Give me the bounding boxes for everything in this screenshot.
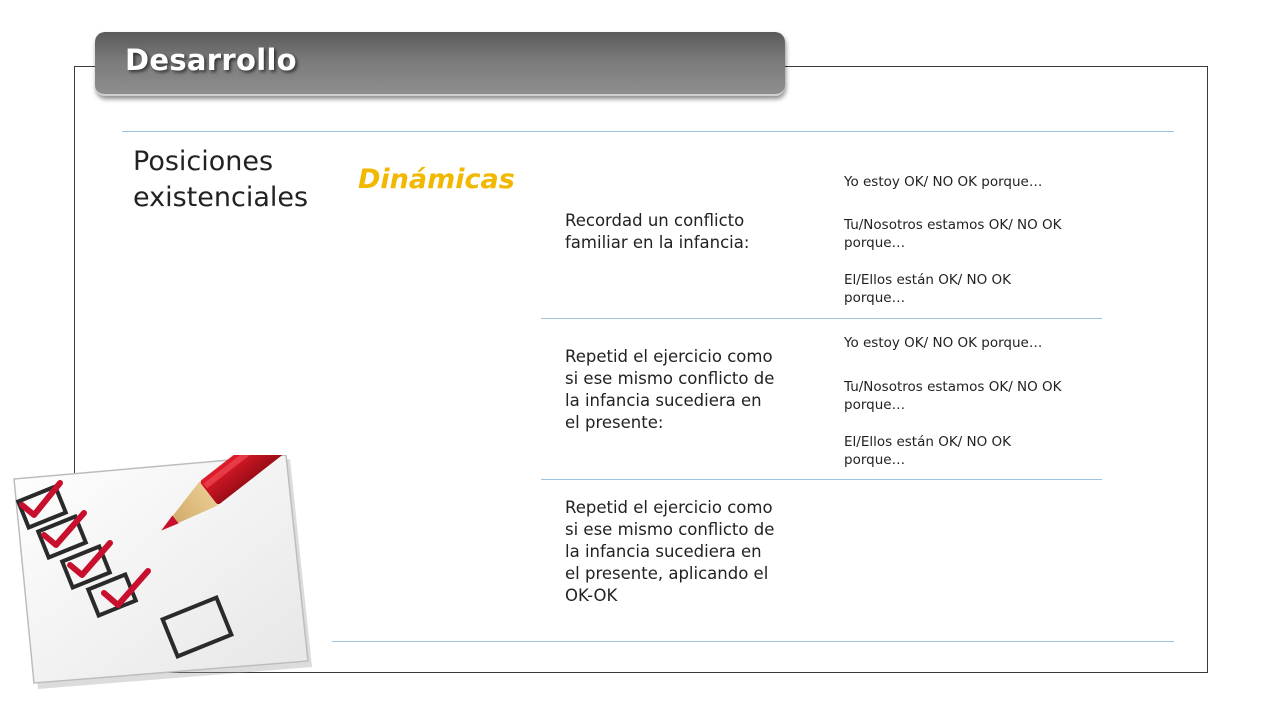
subheading: Dinámicas [358,164,515,195]
top-divider [122,131,1174,132]
row-1-response-3: El/Ellos están OK/ NO OK porque… [844,272,1012,306]
row-3-prompt-line-5: OK-OK [565,586,618,605]
row-3-prompt-line-1: Repetid el ejercicio como [565,498,773,517]
row-3-prompt-line-4: el presente, aplicando el [565,564,769,583]
row-2-prompt-line-4: el presente: [565,413,664,432]
section-heading-line-2: existenciales [133,182,309,213]
checklist-with-red-pencil-icon [8,455,320,690]
row-3-prompt-line-3: la infancia sucediera en [565,542,762,561]
row-2-prompt [565,346,815,434]
section-heading [133,144,308,216]
row-1-prompt-line-2: familiar en la infancia: [565,233,750,252]
row-1-prompt [565,210,815,254]
row-1-response-2: Tu/Nosotros estamos OK/ NO OK porque… [844,217,1062,251]
row-2-response-1: Yo estoy OK/ NO OK porque… [844,335,1043,351]
row-3-prompt [565,497,815,607]
title-bar [95,32,785,96]
row-2-prompt-line-2: si ese mismo conflicto de [565,369,775,388]
row-2-prompt-line-1: Repetid el ejercicio como [565,347,773,366]
slide-title: Desarrollo [125,43,297,77]
row-3-prompt-line-2: si ese mismo conflicto de [565,520,775,539]
bottom-divider [332,641,1174,642]
row-divider-1 [541,318,1102,319]
section-heading-line-1: Posiciones [133,146,274,177]
row-divider-2 [541,479,1102,480]
row-2-response-3: El/Ellos están OK/ NO OK porque… [844,434,1012,468]
checklist-illustration [8,455,320,690]
row-1-prompt-line-1: Recordad un conflicto [565,211,745,230]
row-1-response-1: Yo estoy OK/ NO OK porque… [844,174,1043,190]
row-2-prompt-line-3: la infancia sucediera en [565,391,762,410]
row-2-response-2: Tu/Nosotros estamos OK/ NO OK porque… [844,379,1062,413]
